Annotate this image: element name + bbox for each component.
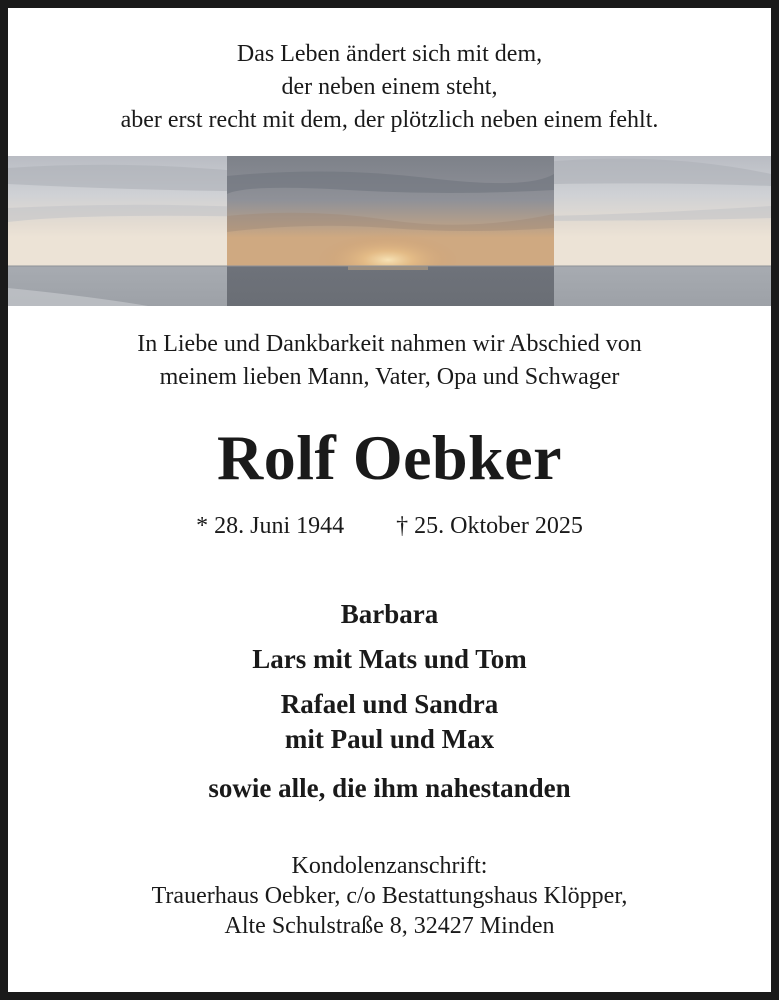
quote-line-2: der neben einem steht,: [281, 74, 498, 100]
mourner-line-3: Rafael und Sandra: [280, 689, 499, 719]
deceased-name: Rolf Oebker: [217, 422, 562, 493]
death-date: † 25. Oktober 2025: [396, 513, 583, 539]
address-label: Kondolenzanschrift:: [291, 853, 488, 879]
quote-line-3: aber erst recht mit dem, der plötzlich neben einem fehlt.: [120, 107, 659, 133]
mourner-line-5: sowie alle, die ihm nahestanden: [208, 773, 571, 803]
mourner-line-1: Barbara: [340, 599, 439, 629]
condolence-address: [8, 851, 771, 941]
life-dates: [8, 511, 771, 541]
mourner-line-4: mit Paul und Max: [284, 724, 495, 754]
intro-line-1: In Liebe und Dankbarkeit nahmen wir Abschied von: [137, 331, 642, 357]
sunset-sea-illustration: [8, 156, 771, 306]
farewell-intro: [8, 328, 771, 394]
quote-line-1: Das Leben ändert sich mit dem,: [236, 41, 543, 67]
sunset-sea-image: [8, 156, 771, 306]
mourner-line-2: Lars mit Mats und Tom: [252, 644, 527, 674]
opening-quote: [8, 38, 771, 137]
address-line-2: Alte Schulstraße 8, 32427 Minden: [224, 913, 555, 939]
mourners-list: [8, 594, 771, 814]
birth-date: * 28. Juni 1944: [196, 513, 345, 539]
intro-line-2: meinem lieben Mann, Vater, Opa und Schwager: [159, 364, 620, 390]
address-line-1: Trauerhaus Oebker, c/o Bestattungshaus Klöpper,: [151, 883, 628, 909]
